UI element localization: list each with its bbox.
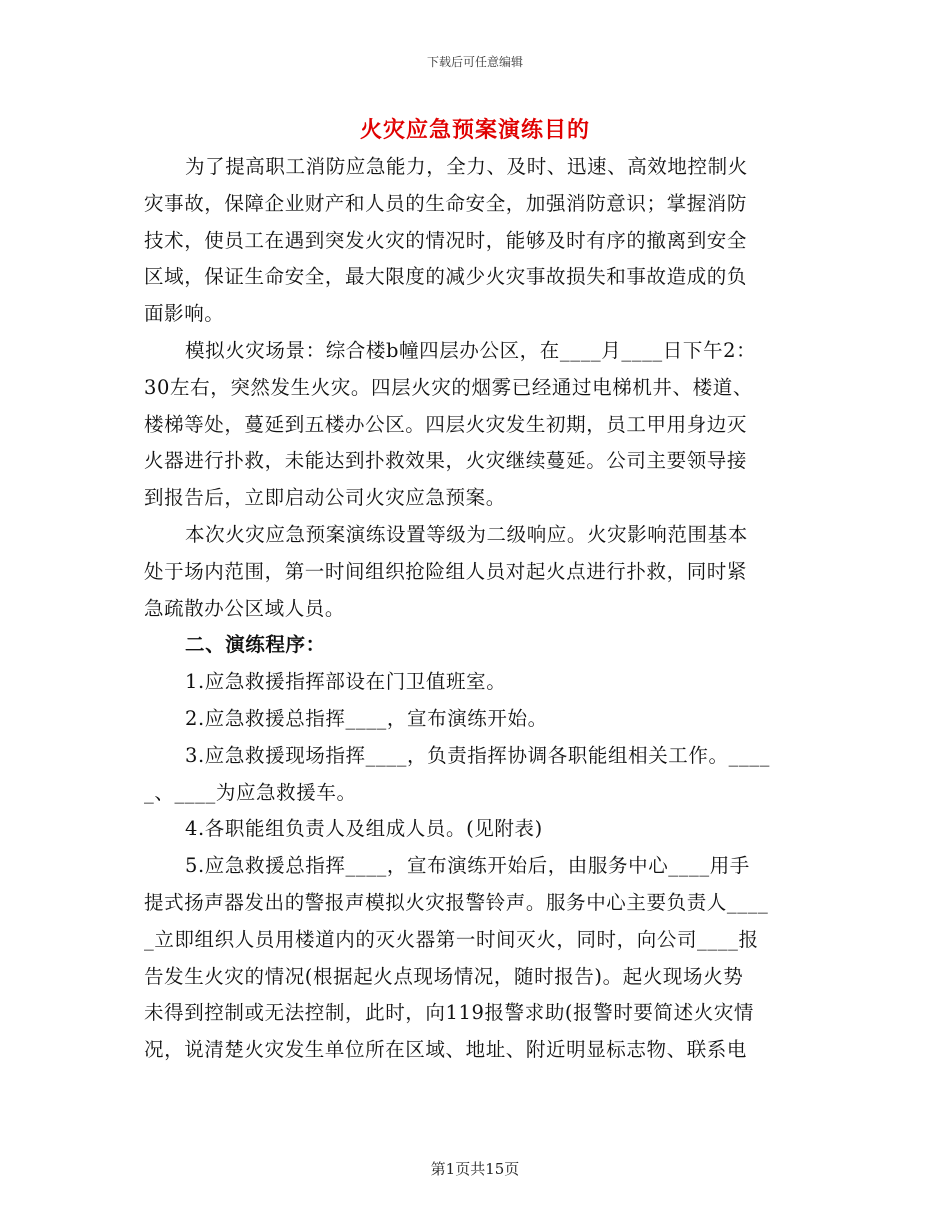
body-text-line: 2.应急救援总指挥____，宣布演练开始。 xyxy=(185,706,548,730)
body-text-line: 灾事故，保障企业财产和人员的生命安全，加强消防意识；掌握消防 xyxy=(144,191,748,215)
body-text-line: 5.应急救援总指挥____，宣布演练开始后，由服务中心____用手 xyxy=(185,854,750,878)
body-text-line: 30左右，突然发生火灾。四层火灾的烟雾已经通过电梯机井、楼道、 xyxy=(144,375,753,399)
body-text-line: 本次火灾应急预案演练设置等级为二级响应。火灾影响范围基本 xyxy=(185,522,748,546)
section-heading: 二、演练程序： xyxy=(185,633,326,657)
body-text-line: 提式扬声器发出的警报声模拟火灾报警铃声。服务中心主要负责人____ xyxy=(144,890,769,914)
body-text-line: 模拟火灾场景：综合楼b幢四层办公区，在____月____日下午2： xyxy=(185,338,757,362)
body-text-line: 未得到控制或无法控制，此时，向119报警求助(报警时要简述火灾情 xyxy=(144,1001,755,1025)
body-text-line: 况，说清楚火灾发生单位所在区域、地址、附近明显标志物、联系电 xyxy=(144,1038,748,1062)
body-text-line: 区域，保证生命安全，最大限度的减少火灾事故损失和事故造成的负 xyxy=(144,265,748,289)
body-text-line: 楼梯等处，蔓延到五楼办公区。四层火灾发生初期，员工甲用身边灭 xyxy=(144,412,748,436)
body-text-line: 技术，使员工在遇到突发火灾的情况时，能够及时有序的撤离到安全 xyxy=(144,228,748,252)
body-text-line: 4.各职能组负责人及组成人员。(见附表) xyxy=(185,817,543,841)
page-number: 第1页共15页 xyxy=(430,1160,520,1178)
body-text-line: 面影响。 xyxy=(144,302,225,326)
body-text-line: _立即组织人员用楼道内的灭火器第一时间灭火，同时，向公司____报 xyxy=(144,927,759,951)
body-text-line: 1.应急救援指挥部设在门卫值班室。 xyxy=(185,670,507,694)
header-note: 下载后可任意编辑 xyxy=(426,55,523,69)
body-text-line: 处于场内范围，第一时间组织抢险组人员对起火点进行扑救，同时紧 xyxy=(144,559,748,583)
body-text-line: 3.应急救援现场指挥____，负责指挥协调各职能组相关工作。____ xyxy=(185,743,771,767)
body-text-line: 到报告后，立即启动公司火灾应急预案。 xyxy=(144,486,506,510)
document-title: 火灾应急预案演练目的 xyxy=(359,118,590,143)
document-body xyxy=(144,149,802,1069)
body-text-line: 急疏散办公区域人员。 xyxy=(144,596,346,620)
body-text-line: _、____为应急救援车。 xyxy=(144,780,357,804)
body-text-line: 为了提高职工消防应急能力，全力、及时、迅速、高效地控制火 xyxy=(185,155,748,178)
body-text-line: 告发生火灾的情况(根据起火点现场情况，随时报告)。起火现场火势 xyxy=(144,964,744,988)
body-text-line: 火器进行扑救，未能达到扑救效果，火灾继续蔓延。公司主要领导接 xyxy=(144,449,748,473)
